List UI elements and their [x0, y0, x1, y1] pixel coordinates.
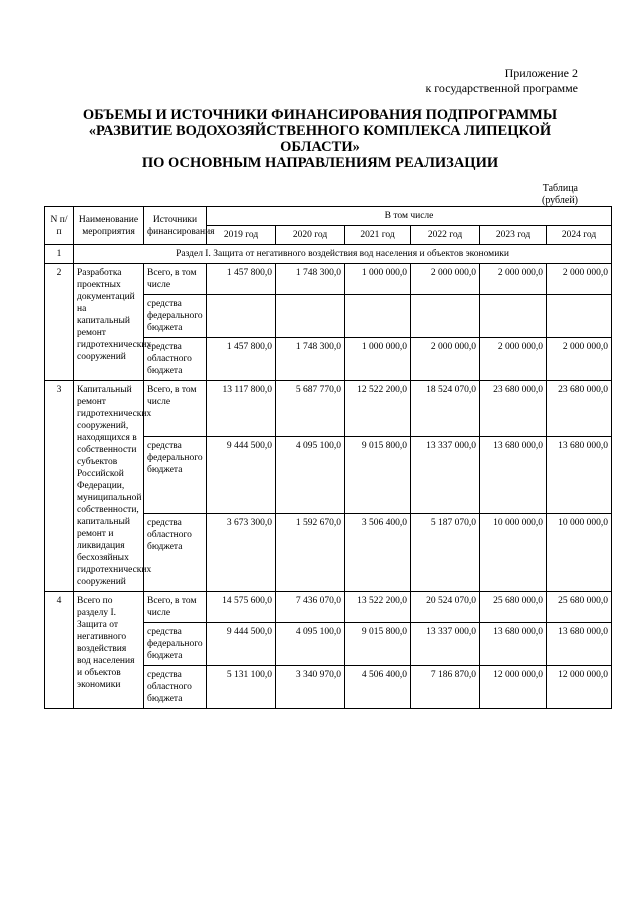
row-value: 13 337 000,0: [411, 436, 480, 514]
row-value: [276, 295, 345, 338]
row-source: Всего, в том числе: [144, 592, 207, 623]
row-value: 18 524 070,0: [411, 381, 480, 437]
row-value: 2 000 000,0: [547, 264, 612, 295]
row-value: 2 000 000,0: [411, 264, 480, 295]
row-value: 9 444 500,0: [207, 436, 276, 514]
row-value: 1 457 800,0: [207, 264, 276, 295]
table-note-line-2: (рублей): [541, 195, 578, 206]
row-value: [547, 295, 612, 338]
section-row: [45, 245, 612, 264]
title-line-1: ОБЪЕМЫ И ИСТОЧНИКИ ФИНАНСИРОВАНИЯ ПОДПРОГРАММЫ: [82, 107, 558, 123]
row-value: 1 592 670,0: [276, 514, 345, 592]
section-title: Раздел I. Защита от негативного воздействия вод населения и объектов экономики: [74, 245, 612, 264]
row-value: 13 680 000,0: [480, 623, 547, 666]
row-value: 4 095 100,0: [276, 436, 345, 514]
row-value: 13 522 200,0: [345, 592, 411, 623]
row-source: средства областного бюджета: [144, 666, 207, 709]
row-num: 3: [45, 381, 74, 592]
title-line-3: ОБЛАСТИ»: [280, 139, 360, 155]
row-source: средства областного бюджета: [144, 514, 207, 592]
row-value: 3 340 970,0: [276, 666, 345, 709]
row-value: 14 575 600,0: [207, 592, 276, 623]
row-value: 25 680 000,0: [480, 592, 547, 623]
row-num: 4: [45, 592, 74, 709]
row-value: 4 095 100,0: [276, 623, 345, 666]
header-source: Источники финансирования: [144, 207, 207, 245]
header-group: В том числе: [207, 207, 612, 226]
row-value: 13 117 800,0: [207, 381, 276, 437]
appendix-caption: [425, 66, 578, 96]
row-value: 13 680 000,0: [547, 436, 612, 514]
row-value: 7 186 870,0: [411, 666, 480, 709]
header-year: 2019 год: [207, 226, 276, 245]
row-value: 2 000 000,0: [411, 338, 480, 381]
row-value: 12 000 000,0: [480, 666, 547, 709]
row-value: 3 506 400,0: [345, 514, 411, 592]
row-value: 13 680 000,0: [480, 436, 547, 514]
row-value: 3 673 300,0: [207, 514, 276, 592]
row-source: Всего, в том числе: [144, 264, 207, 295]
row-value: 10 000 000,0: [480, 514, 547, 592]
header-year: 2023 год: [480, 226, 547, 245]
row-name: Разработка проектных документаций на капитальный ремонт гидротехнических сооружений: [74, 264, 144, 381]
row-source: средства федерального бюджета: [144, 436, 207, 514]
row-num: 2: [45, 264, 74, 381]
section-num: 1: [45, 245, 74, 264]
table-row: [45, 381, 612, 437]
row-value: 2 000 000,0: [480, 338, 547, 381]
row-value: 23 680 000,0: [547, 381, 612, 437]
title-line-2: «РАЗВИТИЕ ВОДОХОЗЯЙСТВЕННОГО КОМПЛЕКСА ЛИПЕЦКОЙ: [88, 123, 552, 139]
row-value: 9 444 500,0: [207, 623, 276, 666]
row-value: [207, 295, 276, 338]
row-source: Всего, в том числе: [144, 381, 207, 437]
row-name: Всего по разделу I. Защита от негативного воздействия вод населения и объектов экономики: [74, 592, 144, 709]
row-name: Капитальный ремонт гидротехнических сооружений, находящихся в собственности субъектов Российской Федерации, муниципальной собственности, капитальный ремонт и ликвидация бесхозяйных гидротехнических сооружений: [74, 381, 144, 592]
row-value: 1 000 000,0: [345, 264, 411, 295]
row-value: 5 187 070,0: [411, 514, 480, 592]
row-source: средства областного бюджета: [144, 338, 207, 381]
row-value: 20 524 070,0: [411, 592, 480, 623]
appendix-line-1: Приложение 2: [504, 66, 578, 80]
financing-table: [44, 206, 612, 709]
row-value: 13 337 000,0: [411, 623, 480, 666]
row-value: 9 015 800,0: [345, 623, 411, 666]
appendix-line-2: к государственной программе: [425, 81, 578, 95]
row-value: 1 748 300,0: [276, 264, 345, 295]
table-note-line-1: Таблица: [542, 183, 578, 194]
row-value: [411, 295, 480, 338]
row-value: 5 687 770,0: [276, 381, 345, 437]
row-value: 10 000 000,0: [547, 514, 612, 592]
row-value: 1 457 800,0: [207, 338, 276, 381]
row-value: 2 000 000,0: [547, 338, 612, 381]
header-year: 2020 год: [276, 226, 345, 245]
row-source: средства федерального бюджета: [144, 623, 207, 666]
row-value: 7 436 070,0: [276, 592, 345, 623]
row-value: 25 680 000,0: [547, 592, 612, 623]
table-note: [542, 183, 578, 207]
row-value: 12 522 200,0: [345, 381, 411, 437]
table-row: [45, 592, 612, 623]
row-source: средства федерального бюджета: [144, 295, 207, 338]
document-title: [40, 107, 600, 171]
header-name: Наименование мероприятия: [74, 207, 144, 245]
row-value: 1 748 300,0: [276, 338, 345, 381]
row-value: 12 000 000,0: [547, 666, 612, 709]
row-value: 4 506 400,0: [345, 666, 411, 709]
row-value: 13 680 000,0: [547, 623, 612, 666]
table-row: [45, 264, 612, 295]
title-line-4: ПО ОСНОВНЫМ НАПРАВЛЕНИЯМ РЕАЛИЗАЦИИ: [141, 155, 499, 171]
row-value: 1 000 000,0: [345, 338, 411, 381]
header-year: 2022 год: [411, 226, 480, 245]
row-value: 9 015 800,0: [345, 436, 411, 514]
row-value: 23 680 000,0: [480, 381, 547, 437]
row-value: 5 131 100,0: [207, 666, 276, 709]
row-value: [345, 295, 411, 338]
row-value: 2 000 000,0: [480, 264, 547, 295]
header-num: N п/п: [45, 207, 74, 245]
row-value: [480, 295, 547, 338]
header-year: 2021 год: [345, 226, 411, 245]
header-year: 2024 год: [547, 226, 612, 245]
